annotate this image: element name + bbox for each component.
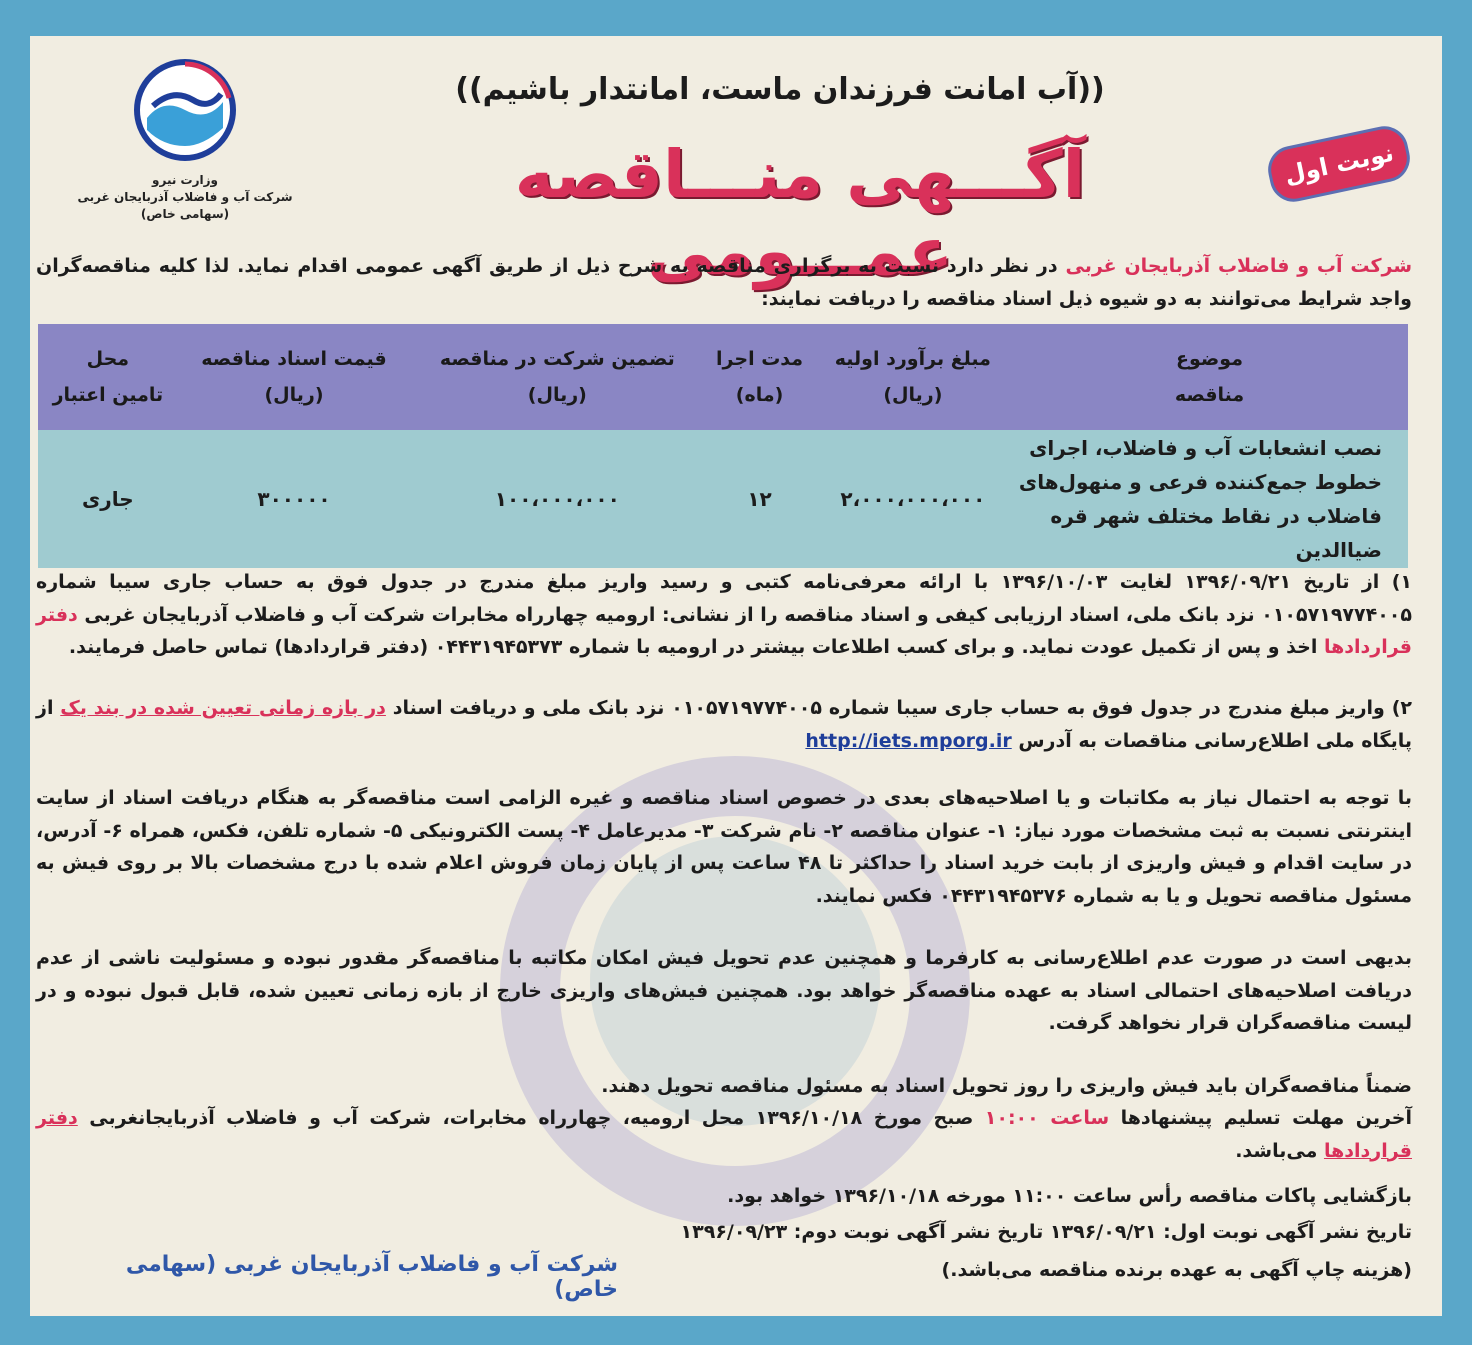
cell-duration: ۱۲ [704,430,814,568]
cell-price: ۳۰۰۰۰۰ [178,430,411,568]
dates-paragraph: تاریخ نشر آگهی نوبت اول: ۱۳۹۶/۰۹/۲۱ تاریخ نشر آگهی نوبت دوم: ۱۳۹۶/۰۹/۲۳ [680,1221,1412,1243]
header-duration: مدت اجرا (ماه) [704,324,814,430]
notice-paragraph: بدیهی است در صورت عدم اطلاع‌رسانی به کارفرما و همچنین عدم تحویل فیش امکان مکاتبه با مناقصه‌گر مقدور نبوده و مسئولیت ناشی از عدم دریافت اصلاحیه‌های احتمالی اسناد به عهده مناقصه‌گر خواهد بود. همچنین فیش‌های واریزی خارج از بازه زمانی تعیین شده، قابل قبول نبوده و در لیست مناقصه‌گران قرار نخواهد گرفت. [36,947,1412,1034]
opening-paragraph: بازگشایی پاکات مناقصه رأس ساعت ۱۱:۰۰ مورخه ۱۳۹۶/۱۰/۱۸ خواهد بود. [727,1185,1412,1207]
submit-paragraph: ضمناً مناقصه‌گران باید فیش واریزی را روز تحویل اسناد به مسئول مناقصه تحویل دهند. [601,1075,1412,1097]
deadline-office: دفتر قراردادها [36,1107,1412,1162]
header-subject: موضوع مناقصه [1011,324,1408,430]
signature: شرکت آب و فاضلاب آذربایجان غربی (سهامی خاص) [125,1252,618,1302]
item-1-paragraph: ۱) از تاریخ ۱۳۹۶/۰۹/۲۱ لغایت ۱۳۹۶/۱۰/۰۳ با ارائه معرفی‌نامه کتبی و رسید واریز مبلغ مندرج در جدول فوق به حساب جاری سیبا شماره ۰۱۰۵۷۱۹۷۷۴۰۰۵ نزد بانک ملی، اسناد ارزیابی کیفی و اسناد مناقصه را از نشانی: ارومیه چهارراه مخابرات شرکت آب و فاضلاب آذربایجان غربی دفتر قراردادها اخذ و پس از تکمیل عودت نماید. و برای کسب اطلاعات بیشتر در ارومیه با شماره ۰۴۴۳۱۹۴۵۳۷۳ (دفتر قراردادها) تماس حاصل فرمایند. [36,571,1412,658]
intro-text: در نظر دارد نسبت به برگزاری مناقصه به شرح ذیل از طریق آگهی عمومی اقدام نماید. لذا کلیه مناقصه‌گران واجد شرایط می‌توانند به دو شیوه ذیل اسناد مناقصه را دریافت نمایند: [36,255,1412,310]
header-guarantee: تضمین شرکت در مناقصه (ریال) [410,324,704,430]
iets-link[interactable]: http://iets.mporg.ir [805,729,1012,752]
header-price: قیمت اسناد مناقصه (ریال) [178,324,411,430]
header-funding: محل تامین اعتبار [38,324,178,430]
deadline-paragraph: آخرین مهلت تسلیم پیشنهادها ساعت ۱۰:۰۰ صبح مورخ ۱۳۹۶/۱۰/۱۸ محل ارومیه، چهارراه مخابرات، شرکت آب و فاضلاب آذربایجانغربی دفتر قراردادها می‌باشد. [36,1107,1412,1162]
company-logo-icon [133,58,237,162]
item-2-paragraph: ۲) واریز مبلغ مندرج در جدول فوق به حساب جاری سیبا شماره ۰۱۰۵۷۱۹۷۷۴۰۰۵ نزد بانک ملی و دریافت اسناد در بازه زمانی تعیین شده در بند یک از پایگاه ملی اطلاع‌رسانی مناقصات به آدرس http://iets.mporg.ir [36,697,1412,752]
logo-block [70,58,300,223]
logo-line-ministry: وزارت نیرو [152,173,218,187]
cell-estimate: ۲،۰۰۰،۰۰۰،۰۰۰ [815,430,1011,568]
table-row [38,430,1408,568]
logo-line-type: (سهامی خاص) [140,207,230,221]
deadline-time: ساعت ۱۰:۰۰ [984,1107,1110,1129]
page-title: آگـــهی منـــاقصه عمـــومی [514,136,1086,290]
cell-guarantee: ۱۰۰،۰۰۰،۰۰۰ [410,430,704,568]
logo-line-company: شرکت آب و فاضلاب آذربایجان غربی [77,190,293,204]
contracts-office: دفتر قراردادها [36,603,1412,658]
cell-funding: جاری [38,430,178,568]
slogan: ((آب امانت فرزندان ماست، امانتدار باشیم)) [455,72,1105,107]
attention-paragraph: با توجه به احتمال نیاز به مکاتبات و یا اصلاحیه‌های بعدی در خصوص اسناد مناقصه و غیره الزامی است مناقصه‌گر به هنگام دریافت اسناد از سایت اینترنتی نسبت به ثبت مشخصات مورد نیاز: ۱- عنوان مناقصه ۲- نام شرکت ۳- مدیرعامل ۴- پست الکترونیکی ۵- شماره تلفن، فکس، همراه ۶- آدرس، در سایت اقدام و فیش واریزی از بابت خرید اسناد را حداکثر تا ۴۸ ساعت پس از پایان زمان فروش اعلام شده با درج مشخصات بالا بر روی فیش به مسئول مناقصه تحویل و یا به شماره ۰۴۴۳۱۹۴۵۳۷۶ فکس نمایند. [36,787,1412,907]
intro-paragraph [36,250,1412,315]
tender-table [38,324,1408,568]
table-header-row [38,324,1408,430]
intro-company: شرکت آب و فاضلاب آذربایجان غربی [1065,255,1412,277]
time-window-note: در بازه زمانی تعیین شده در بند یک [60,697,386,719]
cell-subject: نصب انشعابات آب و فاضلاب، اجرای خطوط جمع‌کننده فرعی و منهول‌های فاضلاب در نقاط مختلف شهر قره ضیاالدین [1011,430,1408,568]
cost-note: (هزینه چاپ آگهی به عهده برنده مناقصه می‌باشد.) [941,1259,1412,1281]
header-estimate: مبلغ برآورد اولیه (ریال) [815,324,1011,430]
round-badge: نوبت اول [1264,122,1415,206]
advertisement-page [30,36,1442,1316]
